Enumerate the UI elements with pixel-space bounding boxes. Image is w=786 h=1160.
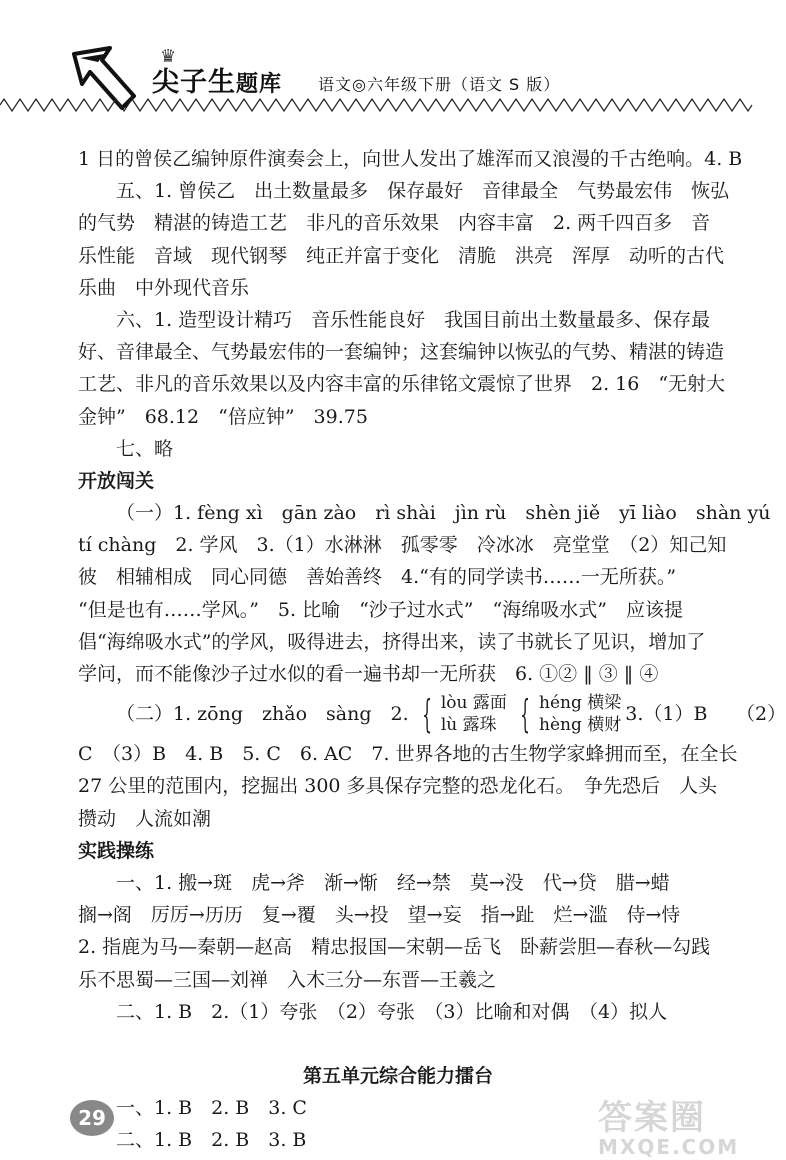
text-line: 27 公里的范围内，挖掘出 300 多具保存完整的恐龙化石。 争先恐后 人头 [78, 775, 718, 798]
watermark [598, 1100, 748, 1160]
watermark-url: MXQE.COM [598, 1135, 740, 1159]
text-line: 乐曲 中外现代音乐 [78, 276, 250, 299]
text-line: 攒动 人流如潮 [78, 807, 212, 830]
text-line: tí chàng 2. 学风 3.（1）水淋淋 孤零零 冷冰冰 亮堂堂 （2）知己知 [78, 534, 727, 557]
unit-title: 第五单元综合能力擂台 [302, 1065, 493, 1088]
brand-logo: 尖子生题库 [152, 67, 283, 98]
brace-suffix: 3.（1）B （2） [625, 703, 786, 726]
text-line: 倡“海绵吸水式”的学风，吸得进去，挤得出来，读了书就长了见识，增加了 [78, 630, 706, 653]
brace-group-lu [415, 692, 507, 736]
text-line: C （3）B 4. B 5. C 6. AC 7. 世界各地的古生物学家蜂拥而至，在全长 [78, 743, 738, 766]
brace-item: héng 横梁 [539, 693, 622, 714]
text-line: 彼 相辅相成 同心同德 善始善终 4.“有的同学读书……一无所获。” [78, 566, 677, 589]
text-line: 六、1. 造型设计精巧 音乐性能良好 我国目前出土数量最多、保存最 [116, 308, 711, 331]
blank-line [78, 1028, 718, 1060]
brace-item: lù 露珠 [440, 715, 497, 736]
section-heading: 实践操练 [78, 839, 155, 862]
book-info: 语文◎六年级下册（语文 S 版） [318, 75, 561, 94]
text-line: 搁→阁 厉厉→历历 复→覆 头→投 望→妄 指→趾 烂→滥 侍→恃 [78, 904, 681, 927]
text-line: 二、1. B 2. B 3. B [116, 1129, 307, 1152]
text-line: “但是也有……学风。” 5. 比喻 “沙子过水式” “海绵吸水式” 应该提 [78, 598, 683, 621]
crown-icon: ♛ [160, 46, 177, 67]
text-line: 乐不思蜀—三国—刘禅 入木三分—东晋—王羲之 [78, 968, 497, 991]
text-line: 一、1. B 2. B 3. C [116, 1097, 307, 1120]
text-line: 乐性能 音域 现代钢琴 纯正并富于变化 清脆 洪亮 浑厚 动听的古代 [78, 244, 725, 267]
brace-icon: { [520, 692, 530, 737]
text-line: 金钟” 68.12 “倍应钟” 39.75 [78, 405, 368, 428]
watermark-text: 答案圈 [598, 1098, 706, 1138]
section-heading: 开放闯关 [78, 469, 155, 492]
text-line: 1 日的曾侯乙编钟原件演奏会上，向世人发出了雄浑而又浪漫的千古绝响。4. B [78, 148, 743, 170]
text-line: 七、略 [116, 437, 174, 460]
text-line: 二、1. B 2.（1）夸张 （2）夸张 （3）比喻和对偶 （4）拟人 [116, 1000, 668, 1023]
page-header [0, 0, 750, 125]
text-line: （一）1. fèng xì gān zào rì shài jìn rù shèn jiě yī liào shàn yú [116, 502, 771, 525]
brace-line [78, 690, 786, 738]
text-line: 好、音律最全、气势最宏伟的一套编钟；这套编钟以恢弘的气势、精湛的铸造 [78, 341, 725, 364]
answer-content [78, 143, 786, 1157]
zigzag-divider [0, 96, 750, 114]
brace-icon: { [421, 692, 432, 737]
text-line: 一、1. 搬→斑 虎→斧 渐→惭 经→禁 莫→没 代→贷 腊→蜡 [116, 871, 670, 894]
page-number: 29 [70, 1100, 114, 1136]
text-line: 五、1. 曾侯乙 出土数量最多 保存最好 音律最全 气势最宏伟 恢弘 [116, 180, 730, 203]
brace-item: hèng 横财 [539, 715, 622, 736]
text-line: 2. 指鹿为马—秦朝—赵高 精忠报国—宋朝—岳飞 卧薪尝胆—春秋—勾践 [78, 936, 711, 959]
brace-group-heng [513, 692, 621, 736]
text-line: 工艺、非凡的音乐效果以及内容丰富的乐律铭文震惊了世界 2. 16 “无射大 [78, 373, 726, 396]
text-line: 的气势 精湛的铸造工艺 非凡的音乐效果 内容丰富 2. 两千四百多 音 [78, 212, 711, 235]
brace-item: lòu 露面 [440, 693, 507, 714]
text-line: 学问，而不能像沙子过水似的看一遍书却一无所获 6. ①② ‖ ③ ‖ ④ [78, 663, 659, 685]
brace-prefix: （二）1. zōng zhǎo sàng 2. [116, 703, 409, 726]
